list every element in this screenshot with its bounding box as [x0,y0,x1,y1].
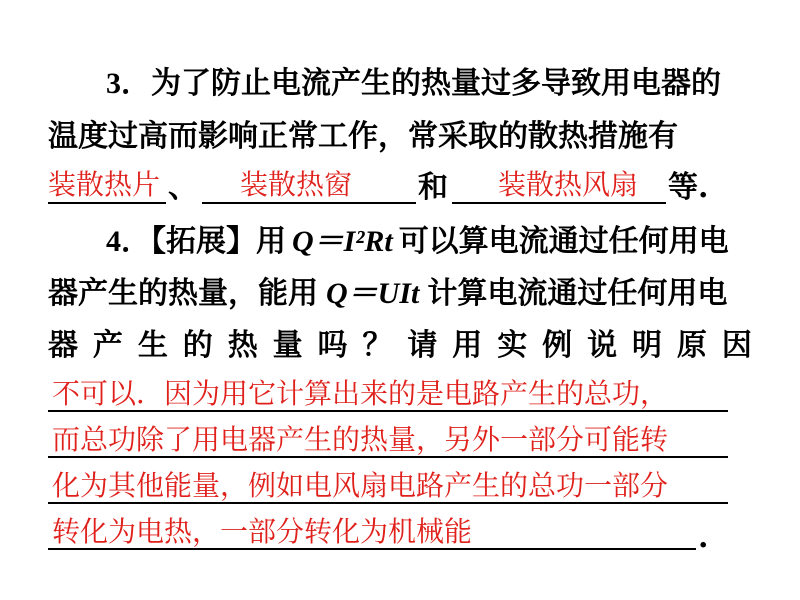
q4-char: ？ [362,328,393,363]
q4-char: 的 [182,328,213,363]
q3-blank-1 [48,202,166,204]
q3-answer-2: 装散热窗 [240,168,353,201]
q4-number: 4 [106,225,121,258]
q3-text-1: 为了防止电流产生的热量过多导致用电器的 [151,66,721,101]
q4-answer-line-1: 不可以．因为用它计算出来的是电路产生的总功， [52,377,669,410]
q4-tag: 【拓展】 [151,224,256,259]
q4-char: 热 [227,328,258,363]
q4-char: 因 [721,328,752,363]
q4-end: . [698,520,709,555]
q4-text-2a: 器产生的热量，能用 [48,276,318,311]
q4-line-1: 4．【拓展】用 Q＝I²Rt 可以算电流通过任何用电 [106,224,729,259]
q4-char: 器 [48,328,78,363]
q4-underline-4 [48,548,696,550]
q3-number: 3 [106,67,121,100]
q3-line-1: 3．为了防止电流产生的热量过多导致用电器的 [106,66,721,101]
q3-end: 等. [668,170,709,205]
q4-answer-line-3: 化为其他能量，例如电风扇电路产生的总功一部分 [52,469,669,502]
q4-char: 吗 [317,328,348,363]
q4-char: 用 [452,328,483,363]
q3-blank-2 [202,202,416,204]
q4-underline-3 [48,502,728,504]
q3-separator-1: 、 [168,170,198,205]
q4-char: 生 [137,328,168,363]
q4-line-3 [48,326,752,366]
q3-answer-1: 装散热片 [48,168,161,201]
q4-char: 例 [542,328,573,363]
q4-line-2 [48,274,752,314]
q3-separator-2: 和 [418,170,448,205]
q4-text-2b: 计算电流通过任何用电 [427,276,728,311]
q4-char: 说 [587,328,618,363]
q4-char: 实 [497,328,528,363]
q3-line-2: 温度过高而影响正常工作，常采取的散热措施有 [48,119,678,154]
q4-text-b: 可以算电流通过任何用电 [398,224,729,259]
q4-char: 产 [92,328,123,363]
q4-text-a: 用 [256,224,286,259]
q4-formula-1: Q＝I²Rt [292,225,393,258]
q4-char: 原 [676,328,707,363]
q4-answer-line-2: 而总功除了用电器产生的热量，另外一部分可能转 [52,423,669,456]
q4-underline-2 [48,456,728,458]
q3-answer-3: 装散热风扇 [498,168,639,201]
q4-answer-line-4: 转化为电热，一部分转化为机械能 [52,515,473,548]
q4-char: 量 [272,328,303,363]
q4-char: 明 [631,328,662,363]
q4-char: 请 [407,328,438,363]
q4-underline-1 [48,410,728,412]
q3-blank-3 [452,202,666,204]
q4-formula-2: Q＝UIt [326,277,420,310]
